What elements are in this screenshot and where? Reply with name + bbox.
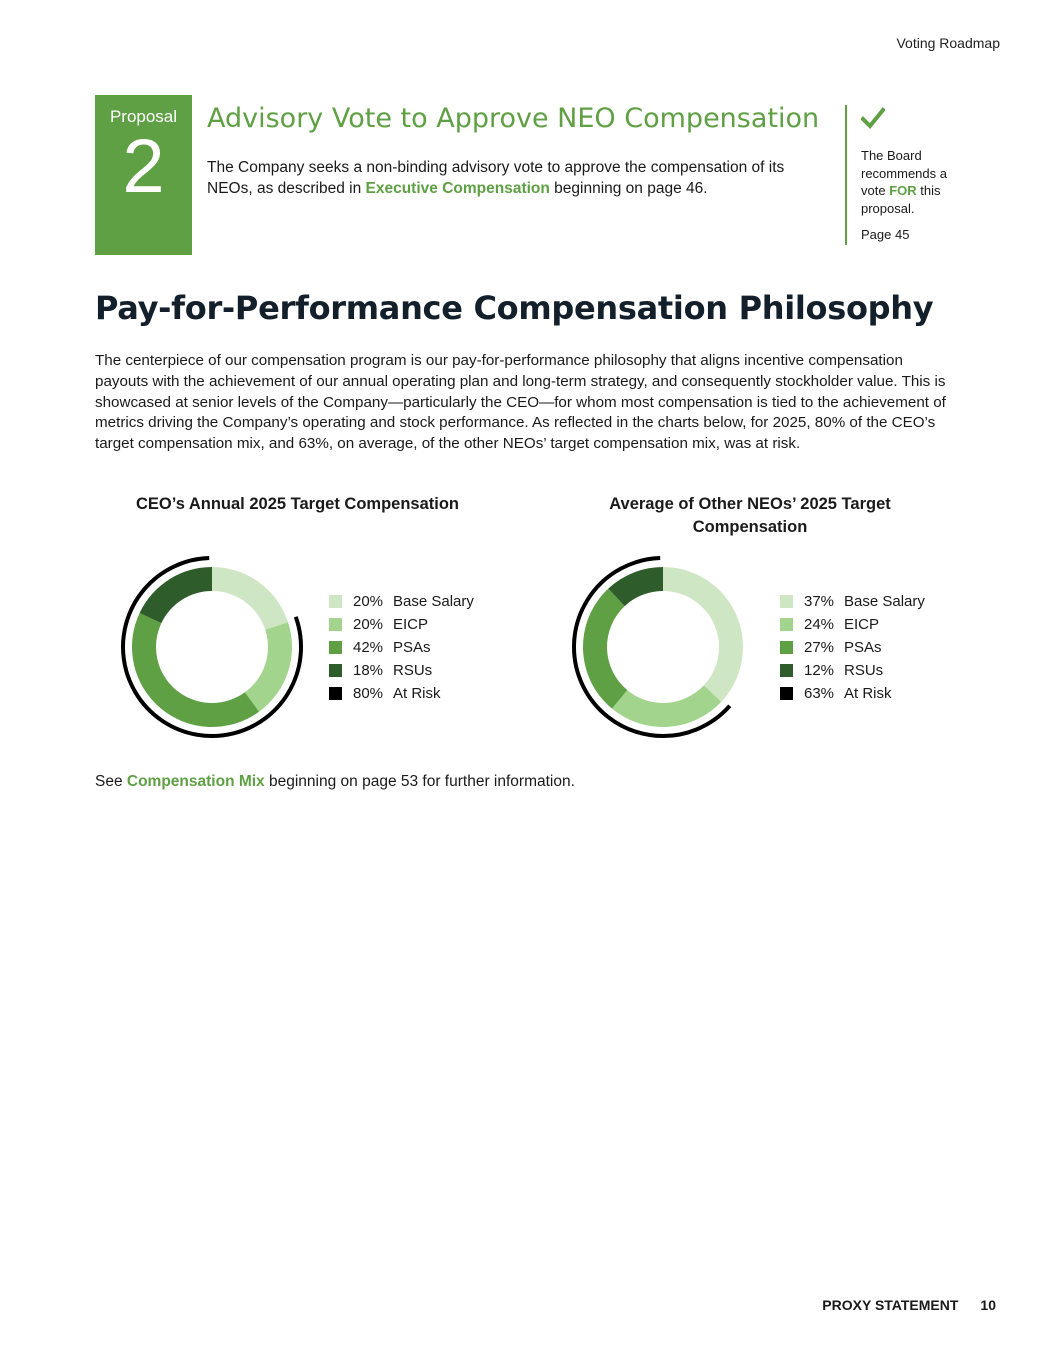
ceo-donut-chart [112,547,312,747]
neo-donut-chart [563,547,763,747]
legend-swatch [780,641,793,654]
page-footer [822,1297,996,1313]
legend-percent: 80% [353,685,384,702]
recommendation-text [861,147,965,217]
legend-label: RSUs [393,662,433,679]
legend-percent: 37% [804,593,835,610]
legend-swatch [329,687,342,700]
neo-chart-legend [780,590,925,705]
donut-segment-psas [583,589,627,709]
footer-page-number: 10 [980,1297,996,1313]
legend-label: EICP [844,616,880,633]
legend-percent: 63% [804,685,835,702]
checkmark-icon [861,107,965,135]
legend-swatch [780,618,793,631]
donut-segment-eicp [612,685,721,727]
proposal-badge [95,95,192,255]
legend-swatch [780,664,793,677]
donut-segment-rsus [140,567,212,623]
recommendation-text-end: this proposal. [861,183,941,216]
proposal-label: Proposal [109,107,178,126]
footer-note [95,773,575,791]
legend-swatch [329,664,342,677]
board-recommendation [845,105,965,245]
legend-item-psas [329,636,474,659]
legend-label: At Risk [393,685,441,702]
compensation-mix-link[interactable]: Compensation Mix [126,773,265,790]
legend-label: Base Salary [844,593,925,610]
legend-label: Base Salary [393,593,474,610]
legend-item-rsus [329,659,474,682]
legend-label: At Risk [844,685,892,702]
legend-swatch [329,618,342,631]
footer-note-text-start: See [95,773,127,790]
section-body: The centerpiece of our compensation program is our pay-for-performance philosophy that aligns incentive compensation payouts with the achievement of our annual operating plan and long-term strategy, and consequently stockholder value. This is showcased at senior levels of the Company—particularly the CEO—for whom most compensation is tied to the achievement of metrics driving the Company’s operating and stock performance. As reflected in the charts below, for 2025, 80% of the CEO’s target compensation mix, and 63%, on average, of the other NEOs’ target compensation mix, was at risk. [95,352,946,453]
legend-swatch [780,687,793,700]
proposal-description-text-end: beginning on page 46. [549,180,708,197]
legend-percent: 12% [804,662,835,679]
section-header-label: Voting Roadmap [896,35,1000,51]
legend-percent: 24% [804,616,835,633]
legend-item-at-risk [329,682,474,705]
footer-doc-title: PROXY STATEMENT [822,1297,959,1313]
legend-label: PSAs [393,639,431,656]
executive-compensation-link[interactable]: Executive Compensation [365,180,550,197]
footer-note-text-end: beginning on page 53 for further information. [264,773,575,790]
legend-percent: 20% [353,593,384,610]
legend-percent: 27% [804,639,835,656]
donut-segment-base-salary [212,567,288,630]
legend-item-at-risk [780,682,925,705]
legend-label: EICP [393,616,429,633]
legend-label: RSUs [844,662,884,679]
proposal-description-text: The Company seeks a non-binding advisory vote to approve the compensation of its NEOs, as described in [207,159,785,197]
legend-item-base-salary [329,590,474,613]
legend-item-rsus [780,659,925,682]
legend-swatch [329,641,342,654]
proposal-title: Advisory Vote to Approve NEO Compensation [207,103,820,134]
legend-item-eicp [780,613,925,636]
legend-item-base-salary [780,590,925,613]
proposal-number: 2 [122,124,165,209]
legend-percent: 18% [353,662,384,679]
legend-item-eicp [329,613,474,636]
recommendation-text-start: The Board recommends a vote [861,148,947,198]
legend-percent: 20% [353,616,384,633]
legend-swatch [329,595,342,608]
proposal-description [207,157,817,199]
ceo-chart-legend [329,590,474,705]
recommendation-page-ref[interactable]: Page 45 [861,227,910,242]
recommendation-for: FOR [889,183,917,198]
legend-swatch [780,595,793,608]
legend-item-psas [780,636,925,659]
neo-chart-title: Average of Other NEOs’ 2025 Target Compensation [609,495,891,536]
legend-percent: 42% [353,639,384,656]
donut-segment-base-salary [663,567,743,702]
legend-label: PSAs [844,639,882,656]
section-title: Pay-for-Performance Compensation Philosophy [95,289,934,327]
ceo-chart-title: CEO’s Annual 2025 Target Compensation [135,495,460,513]
